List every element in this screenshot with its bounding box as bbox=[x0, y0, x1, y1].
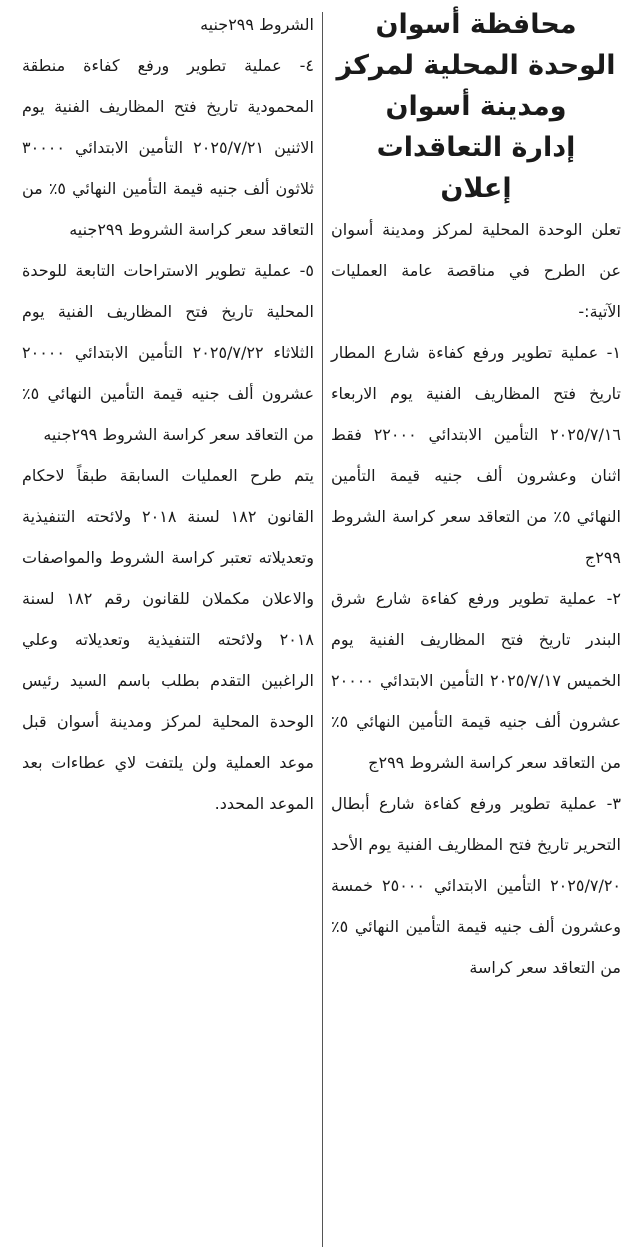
tender-item-3-continued: الشروط ٢٩٩جنيه bbox=[200, 15, 314, 34]
tender-item-5: ٥- عملية تطوير الاستراحات التابعة للوحدة المحلية تاريخ فتح المظاريف الفنية يوم الثلاثاء ٢٠٢٥/٧/٢٢ التأمين الابتدائي ٢٠٠٠٠ عشرون ألف جنيه قيمة التأمين النهائي ٥٪ من التعاقد سعر كراسة الشروط ٢٩٩جنيه bbox=[22, 261, 315, 444]
announcement-word: إعلان bbox=[440, 173, 512, 204]
closing-paragraph: يتم طرح العمليات السابقة طبقاً لاحكام القانون ١٨٢ لسنة ٢٠١٨ ولائحته التنفيذية وتعديلاته تعتبر كراسة الشروط والمواصفات والاعلان مكملان للقانون رقم ١٨٢ لسنة ٢٠١٨ ولائحته التنفيذية وتعديلاته وعلي الراغبين التقدم بطلب باسم السيد رئيس الوحدة المحلية لمركز ومدينة أسوان قبل موعد العملية ولن يلتفت لاي عطاءات بعد الموعد المحدد. bbox=[22, 466, 314, 813]
right-column bbox=[323, 0, 631, 1257]
city-title: ومدينة أسوان bbox=[385, 91, 567, 122]
left-column bbox=[10, 0, 322, 1257]
tender-item-2: ٢- عملية تطوير ورفع كفاءة شارع شرق البندر تاريخ فتح المظاريف الفنية يوم الخميس ٢٠٢٥/٧/١٧ التأمين الابتدائي ٢٠٠٠٠ عشرون ألف جنيه قيمة التأمين النهائي ٥٪ من التعاقد سعر كراسة الشروط ٢٩٩ج bbox=[331, 589, 621, 772]
department-title: إدارة التعاقدات bbox=[376, 132, 576, 163]
announcement-header bbox=[331, 4, 621, 209]
intro-paragraph: تعلن الوحدة المحلية لمركز ومدينة أسوان عن الطرح في مناقصة عامة العمليات الآتية:- bbox=[331, 220, 621, 321]
tender-item-1: ١- عملية تطوير ورفع كفاءة شارع المطار تاريخ فتح المظاريف الفنية يوم الاربعاء ٢٠٢٥/٧/١٦ التأمين الابتدائي ٢٢٠٠٠ فقط اثنان وعشرون ألف جنيه قيمة التأمين النهائي ٥٪ من التعاقد سعر كراسة الشروط ٢٩٩ج bbox=[331, 343, 622, 567]
governorate-title: محافظة أسوان bbox=[375, 9, 577, 40]
local-unit-title: الوحدة المحلية لمركز bbox=[336, 50, 616, 81]
tender-item-4: ٤- عملية تطوير ورفع كفاءة منطقة المحمودية تاريخ فتح المظاريف الفنية يوم الاثنين ٢٠٢٥/٧/٢١ التأمين الابتدائي ٣٠٠٠٠ ثلاثون ألف جنيه قيمة التأمين النهائي ٥٪ من التعاقد سعر كراسة الشروط ٢٩٩جنيه bbox=[22, 56, 315, 239]
tender-item-3: ٣- عملية تطوير ورفع كفاءة شارع أبطال التحرير تاريخ فتح المظاريف الفنية يوم الأحد ٢٠٢٥/٧/٢٠ التأمين الابتدائي ٢٥٠٠٠ خمسة وعشرون ألف جنيه قيمة التأمين النهائي ٥٪ من التعاقد سعر كراسة bbox=[331, 794, 622, 977]
